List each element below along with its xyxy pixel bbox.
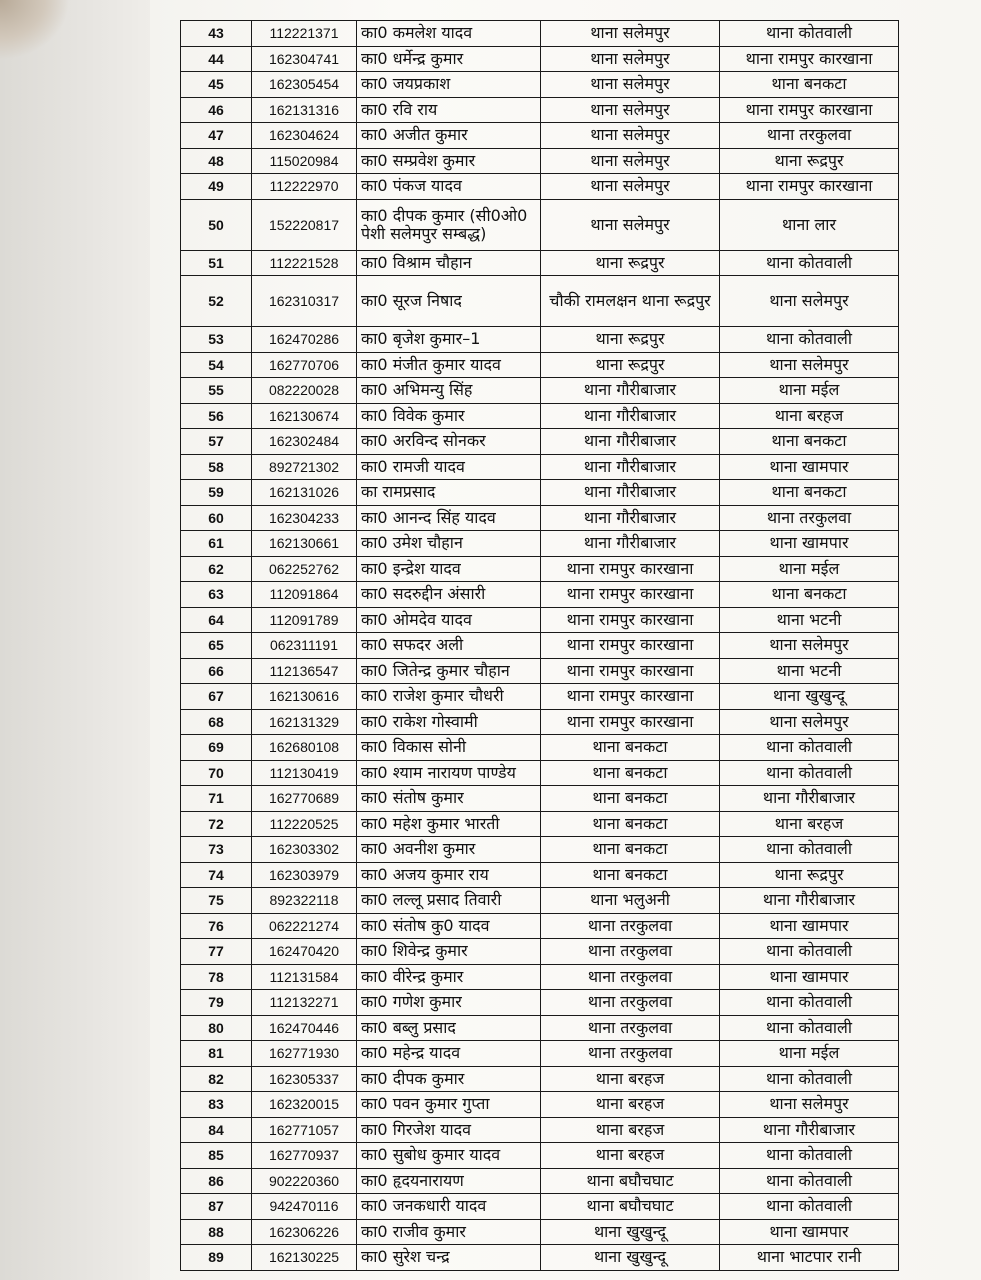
table-row	[181, 46, 899, 72]
employee-number-cell: 902220360	[252, 1168, 357, 1194]
employee-number-cell: 162304624	[252, 123, 357, 149]
new-posting-cell: थाना कोतवाली	[720, 1194, 899, 1220]
new-posting-cell: थाना कोतवाली	[720, 735, 899, 761]
new-posting-cell: थाना भाटपार रानी	[720, 1245, 899, 1271]
employee-number-cell: 062221274	[252, 913, 357, 939]
table-row	[181, 429, 899, 455]
serial-number-cell: 89	[181, 1245, 252, 1271]
constable-name-cell: का रामप्रसाद	[357, 480, 541, 506]
employee-number-cell: 162680108	[252, 735, 357, 761]
table-row	[181, 1168, 899, 1194]
table-row	[181, 862, 899, 888]
current-posting-cell: थाना बरहज	[541, 1066, 720, 1092]
serial-number-cell: 61	[181, 531, 252, 557]
current-posting-cell: थाना रामपुर कारखाना	[541, 709, 720, 735]
table-row	[181, 913, 899, 939]
new-posting-cell: थाना रूद्रपुर	[720, 862, 899, 888]
current-posting-cell: थाना तरकुलवा	[541, 990, 720, 1016]
employee-number-cell: 112221528	[252, 250, 357, 276]
serial-number-cell: 72	[181, 811, 252, 837]
new-posting-cell: थाना सलेमपुर	[720, 1092, 899, 1118]
table-row	[181, 21, 899, 47]
employee-number-cell: 162305337	[252, 1066, 357, 1092]
employee-number-cell: 115020984	[252, 148, 357, 174]
constable-name-cell: का0 अभिमन्यु सिंह	[357, 378, 541, 404]
table-row	[181, 1066, 899, 1092]
current-posting-cell: थाना गौरीबाजार	[541, 429, 720, 455]
current-posting-cell: थाना रूद्रपुर	[541, 250, 720, 276]
serial-number-cell: 62	[181, 556, 252, 582]
table-row	[181, 378, 899, 404]
constable-name-cell: का0 हृदयनारायण	[357, 1168, 541, 1194]
new-posting-cell: थाना खामपार	[720, 454, 899, 480]
table-row	[181, 658, 899, 684]
new-posting-cell: थाना सलेमपुर	[720, 633, 899, 659]
table-row	[181, 1143, 899, 1169]
serial-number-cell: 52	[181, 276, 252, 327]
new-posting-cell: थाना गौरीबाजार	[720, 888, 899, 914]
constable-name-cell: का0 इन्द्रेश यादव	[357, 556, 541, 582]
new-posting-cell: थाना खामपार	[720, 913, 899, 939]
new-posting-cell: थाना सलेमपुर	[720, 352, 899, 378]
serial-number-cell: 45	[181, 72, 252, 98]
constable-name-cell: का0 अजीत कुमार	[357, 123, 541, 149]
constable-name-cell: का0 श्याम नारायण पाण्डेय	[357, 760, 541, 786]
table-row	[181, 633, 899, 659]
serial-number-cell: 54	[181, 352, 252, 378]
table-row	[181, 454, 899, 480]
serial-number-cell: 63	[181, 582, 252, 608]
serial-number-cell: 87	[181, 1194, 252, 1220]
new-posting-cell: थाना सलेमपुर	[720, 276, 899, 327]
current-posting-cell: थाना बनकटा	[541, 862, 720, 888]
new-posting-cell: थाना मईल	[720, 1041, 899, 1067]
table-row	[181, 837, 899, 863]
new-posting-cell: थाना खामपार	[720, 1219, 899, 1245]
table-row	[181, 760, 899, 786]
new-posting-cell: थाना कोतवाली	[720, 21, 899, 47]
constable-name-cell: का0 संतोष कुमार	[357, 786, 541, 812]
new-posting-cell: थाना कोतवाली	[720, 1015, 899, 1041]
table-row	[181, 1245, 899, 1271]
new-posting-cell: थाना बनकटा	[720, 480, 899, 506]
employee-number-cell: 152220817	[252, 199, 357, 250]
new-posting-cell: थाना बनकटा	[720, 429, 899, 455]
table-row	[181, 811, 899, 837]
serial-number-cell: 77	[181, 939, 252, 965]
constable-name-cell: का0 महेश कुमार भारती	[357, 811, 541, 837]
current-posting-cell: थाना बरहज	[541, 1092, 720, 1118]
constable-name-cell: का0 बृजेश कुमार–1	[357, 327, 541, 353]
employee-number-cell: 112221371	[252, 21, 357, 47]
table-row	[181, 72, 899, 98]
serial-number-cell: 53	[181, 327, 252, 353]
employee-number-cell: 112220525	[252, 811, 357, 837]
current-posting-cell: थाना तरकुलवा	[541, 964, 720, 990]
new-posting-cell: थाना कोतवाली	[720, 327, 899, 353]
employee-number-cell: 112091864	[252, 582, 357, 608]
table-row	[181, 684, 899, 710]
employee-number-cell: 162130674	[252, 403, 357, 429]
current-posting-cell: थाना सलेमपुर	[541, 21, 720, 47]
constable-name-cell: का0 जनकधारी यादव	[357, 1194, 541, 1220]
serial-number-cell: 55	[181, 378, 252, 404]
constable-name-cell: का0 कमलेश यादव	[357, 21, 541, 47]
current-posting-cell: थाना बघौचघाट	[541, 1194, 720, 1220]
table-row	[181, 1194, 899, 1220]
current-posting-cell: थाना तरकुलवा	[541, 913, 720, 939]
current-posting-cell: थाना बनकटा	[541, 837, 720, 863]
table-row	[181, 505, 899, 531]
current-posting-cell: थाना तरकुलवा	[541, 1015, 720, 1041]
serial-number-cell: 80	[181, 1015, 252, 1041]
new-posting-cell: थाना खुखुन्दू	[720, 684, 899, 710]
employee-number-cell: 162304233	[252, 505, 357, 531]
serial-number-cell: 68	[181, 709, 252, 735]
current-posting-cell: थाना रामपुर कारखाना	[541, 658, 720, 684]
current-posting-cell: थाना खुखुन्दू	[541, 1245, 720, 1271]
employee-number-cell: 112130419	[252, 760, 357, 786]
employee-number-cell: 162303302	[252, 837, 357, 863]
employee-number-cell: 162130616	[252, 684, 357, 710]
serial-number-cell: 73	[181, 837, 252, 863]
current-posting-cell: थाना गौरीबाजार	[541, 454, 720, 480]
table-row	[181, 403, 899, 429]
employee-number-cell: 112222970	[252, 174, 357, 200]
serial-number-cell: 50	[181, 199, 252, 250]
current-posting-cell: चौकी रामलक्षन थाना रूद्रपुर	[541, 276, 720, 327]
serial-number-cell: 81	[181, 1041, 252, 1067]
serial-number-cell: 82	[181, 1066, 252, 1092]
current-posting-cell: थाना रामपुर कारखाना	[541, 633, 720, 659]
new-posting-cell: थाना रूद्रपुर	[720, 148, 899, 174]
constable-name-cell: का0 लल्लू प्रसाद तिवारी	[357, 888, 541, 914]
employee-number-cell: 162770706	[252, 352, 357, 378]
employee-number-cell: 062311191	[252, 633, 357, 659]
table-row	[181, 1219, 899, 1245]
current-posting-cell: थाना गौरीबाजार	[541, 403, 720, 429]
table-row	[181, 888, 899, 914]
employee-number-cell: 892322118	[252, 888, 357, 914]
employee-number-cell: 162310317	[252, 276, 357, 327]
new-posting-cell: थाना तरकुलवा	[720, 505, 899, 531]
current-posting-cell: थाना बनकटा	[541, 760, 720, 786]
table-row	[181, 250, 899, 276]
current-posting-cell: थाना बनकटा	[541, 786, 720, 812]
new-posting-cell: थाना मईल	[720, 556, 899, 582]
constable-name-cell: का0 ओमदेव यादव	[357, 607, 541, 633]
new-posting-cell: थाना बरहज	[720, 403, 899, 429]
employee-number-cell: 162303979	[252, 862, 357, 888]
serial-number-cell: 76	[181, 913, 252, 939]
new-posting-cell: थाना तरकुलवा	[720, 123, 899, 149]
constable-name-cell: का0 पवन कुमार गुप्ता	[357, 1092, 541, 1118]
employee-number-cell: 162470446	[252, 1015, 357, 1041]
employee-number-cell: 162304741	[252, 46, 357, 72]
constable-name-cell: का0 विश्राम चौहान	[357, 250, 541, 276]
new-posting-cell: थाना गौरीबाजार	[720, 1117, 899, 1143]
table-row	[181, 1015, 899, 1041]
constable-name-cell: का0 महेन्द्र यादव	[357, 1041, 541, 1067]
employee-number-cell: 162131026	[252, 480, 357, 506]
new-posting-cell: थाना कोतवाली	[720, 250, 899, 276]
new-posting-cell: थाना रामपुर कारखाना	[720, 97, 899, 123]
table-row	[181, 97, 899, 123]
current-posting-cell: थाना रूद्रपुर	[541, 352, 720, 378]
serial-number-cell: 43	[181, 21, 252, 47]
employee-number-cell: 112131584	[252, 964, 357, 990]
new-posting-cell: थाना रामपुर कारखाना	[720, 174, 899, 200]
table-row	[181, 582, 899, 608]
serial-number-cell: 74	[181, 862, 252, 888]
current-posting-cell: थाना सलेमपुर	[541, 174, 720, 200]
constable-name-cell: का0 अरविन्द सोनकर	[357, 429, 541, 455]
table-row	[181, 148, 899, 174]
constable-name-cell: का0 दीपक कुमार (सी0ओ0 पेशी सलेमपुर सम्बद्ध)	[357, 199, 541, 250]
new-posting-cell: थाना कोतवाली	[720, 990, 899, 1016]
employee-number-cell: 162306226	[252, 1219, 357, 1245]
employee-number-cell: 162130661	[252, 531, 357, 557]
current-posting-cell: थाना सलेमपुर	[541, 148, 720, 174]
current-posting-cell: थाना बघौचघाट	[541, 1168, 720, 1194]
new-posting-cell: थाना खामपार	[720, 964, 899, 990]
current-posting-cell: थाना सलेमपुर	[541, 46, 720, 72]
constable-name-cell: का0 सुरेश चन्द्र	[357, 1245, 541, 1271]
constable-name-cell: का0 वीरेन्द्र कुमार	[357, 964, 541, 990]
employee-number-cell: 162470286	[252, 327, 357, 353]
serial-number-cell: 51	[181, 250, 252, 276]
serial-number-cell: 48	[181, 148, 252, 174]
employee-number-cell: 062252762	[252, 556, 357, 582]
constable-name-cell: का0 दीपक कुमार	[357, 1066, 541, 1092]
table-row	[181, 327, 899, 353]
new-posting-cell: थाना बरहज	[720, 811, 899, 837]
employee-number-cell: 162302484	[252, 429, 357, 455]
current-posting-cell: थाना रामपुर कारखाना	[541, 684, 720, 710]
new-posting-cell: थाना भटनी	[720, 658, 899, 684]
constable-name-cell: का0 जयप्रकाश	[357, 72, 541, 98]
constable-name-cell: का0 जितेन्द्र कुमार चौहान	[357, 658, 541, 684]
new-posting-cell: थाना मईल	[720, 378, 899, 404]
table-row	[181, 607, 899, 633]
new-posting-cell: थाना खामपार	[720, 531, 899, 557]
current-posting-cell: थाना गौरीबाजार	[541, 505, 720, 531]
new-posting-cell: थाना लार	[720, 199, 899, 250]
current-posting-cell: थाना तरकुलवा	[541, 1041, 720, 1067]
employee-number-cell: 112136547	[252, 658, 357, 684]
current-posting-cell: थाना सलेमपुर	[541, 72, 720, 98]
constable-name-cell: का0 राजेश कुमार चौधरी	[357, 684, 541, 710]
table-row	[181, 352, 899, 378]
current-posting-cell: थाना रामपुर कारखाना	[541, 607, 720, 633]
table-row	[181, 709, 899, 735]
transfer-table-body	[181, 21, 899, 1271]
serial-number-cell: 70	[181, 760, 252, 786]
serial-number-cell: 84	[181, 1117, 252, 1143]
constable-name-cell: का0 राजीव कुमार	[357, 1219, 541, 1245]
new-posting-cell: थाना भटनी	[720, 607, 899, 633]
constable-name-cell: का0 मंजीत कुमार यादव	[357, 352, 541, 378]
table-row	[181, 939, 899, 965]
new-posting-cell: थाना कोतवाली	[720, 939, 899, 965]
serial-number-cell: 65	[181, 633, 252, 659]
current-posting-cell: थाना सलेमपुर	[541, 199, 720, 250]
table-row	[181, 123, 899, 149]
table-row	[181, 276, 899, 327]
employee-number-cell: 162770937	[252, 1143, 357, 1169]
new-posting-cell: थाना कोतवाली	[720, 1143, 899, 1169]
new-posting-cell: थाना बनकटा	[720, 72, 899, 98]
current-posting-cell: थाना बनकटा	[541, 811, 720, 837]
employee-number-cell: 162131329	[252, 709, 357, 735]
table-row	[181, 199, 899, 250]
serial-number-cell: 44	[181, 46, 252, 72]
constable-name-cell: का0 गणेश कुमार	[357, 990, 541, 1016]
new-posting-cell: थाना गौरीबाजार	[720, 786, 899, 812]
table-row	[181, 480, 899, 506]
table-row	[181, 1117, 899, 1143]
new-posting-cell: थाना सलेमपुर	[720, 709, 899, 735]
constable-name-cell: का0 रामजी यादव	[357, 454, 541, 480]
new-posting-cell: थाना कोतवाली	[720, 837, 899, 863]
background-surface	[0, 0, 150, 1280]
constable-name-cell: का0 उमेश चौहान	[357, 531, 541, 557]
current-posting-cell: थाना खुखुन्दू	[541, 1219, 720, 1245]
constable-name-cell: का0 गिरजेश यादव	[357, 1117, 541, 1143]
employee-number-cell: 942470116	[252, 1194, 357, 1220]
employee-number-cell: 162470420	[252, 939, 357, 965]
serial-number-cell: 69	[181, 735, 252, 761]
constable-name-cell: का0 पंकज यादव	[357, 174, 541, 200]
constable-name-cell: का0 शिवेन्द्र कुमार	[357, 939, 541, 965]
table-row	[181, 990, 899, 1016]
serial-number-cell: 67	[181, 684, 252, 710]
serial-number-cell: 58	[181, 454, 252, 480]
constable-name-cell: का0 आनन्द सिंह यादव	[357, 505, 541, 531]
serial-number-cell: 49	[181, 174, 252, 200]
table-row	[181, 964, 899, 990]
employee-number-cell: 162131316	[252, 97, 357, 123]
employee-number-cell: 112132271	[252, 990, 357, 1016]
serial-number-cell: 86	[181, 1168, 252, 1194]
current-posting-cell: थाना बनकटा	[541, 735, 720, 761]
table-row	[181, 531, 899, 557]
employee-number-cell: 162771057	[252, 1117, 357, 1143]
constable-name-cell: का0 सफदर अली	[357, 633, 541, 659]
table-row	[181, 174, 899, 200]
serial-number-cell: 83	[181, 1092, 252, 1118]
table-row	[181, 786, 899, 812]
serial-number-cell: 78	[181, 964, 252, 990]
constable-name-cell: का0 विवेक कुमार	[357, 403, 541, 429]
constable-name-cell: का0 अजय कुमार राय	[357, 862, 541, 888]
current-posting-cell: थाना सलेमपुर	[541, 97, 720, 123]
employee-number-cell: 892721302	[252, 454, 357, 480]
constable-name-cell: का0 धर्मेन्द्र कुमार	[357, 46, 541, 72]
employee-number-cell: 112091789	[252, 607, 357, 633]
current-posting-cell: थाना गौरीबाजार	[541, 378, 720, 404]
constable-name-cell: का0 विकास सोनी	[357, 735, 541, 761]
constable-name-cell: का0 रवि राय	[357, 97, 541, 123]
current-posting-cell: थाना रामपुर कारखाना	[541, 582, 720, 608]
new-posting-cell: थाना कोतवाली	[720, 1066, 899, 1092]
serial-number-cell: 64	[181, 607, 252, 633]
employee-number-cell: 162305454	[252, 72, 357, 98]
table-row	[181, 1041, 899, 1067]
transfer-table	[180, 20, 899, 1271]
current-posting-cell: थाना गौरीबाजार	[541, 480, 720, 506]
current-posting-cell: थाना बरहज	[541, 1117, 720, 1143]
employee-number-cell: 162320015	[252, 1092, 357, 1118]
table-row	[181, 735, 899, 761]
serial-number-cell: 59	[181, 480, 252, 506]
employee-number-cell: 082220028	[252, 378, 357, 404]
serial-number-cell: 56	[181, 403, 252, 429]
serial-number-cell: 88	[181, 1219, 252, 1245]
constable-name-cell: का0 सुबोध कुमार यादव	[357, 1143, 541, 1169]
current-posting-cell: थाना भलुअनी	[541, 888, 720, 914]
current-posting-cell: थाना तरकुलवा	[541, 939, 720, 965]
constable-name-cell: का0 अवनीश कुमार	[357, 837, 541, 863]
current-posting-cell: थाना रूद्रपुर	[541, 327, 720, 353]
serial-number-cell: 57	[181, 429, 252, 455]
serial-number-cell: 66	[181, 658, 252, 684]
employee-number-cell: 162770689	[252, 786, 357, 812]
employee-number-cell: 162130225	[252, 1245, 357, 1271]
new-posting-cell: थाना कोतवाली	[720, 760, 899, 786]
serial-number-cell: 46	[181, 97, 252, 123]
serial-number-cell: 47	[181, 123, 252, 149]
constable-name-cell: का0 सदरुद्दीन अंसारी	[357, 582, 541, 608]
current-posting-cell: थाना बरहज	[541, 1143, 720, 1169]
serial-number-cell: 60	[181, 505, 252, 531]
page-corner	[0, 0, 70, 60]
serial-number-cell: 75	[181, 888, 252, 914]
current-posting-cell: थाना सलेमपुर	[541, 123, 720, 149]
constable-name-cell: का0 बब्लु प्रसाद	[357, 1015, 541, 1041]
serial-number-cell: 71	[181, 786, 252, 812]
table-row	[181, 1092, 899, 1118]
new-posting-cell: थाना कोतवाली	[720, 1168, 899, 1194]
new-posting-cell: थाना रामपुर कारखाना	[720, 46, 899, 72]
constable-name-cell: का0 संतोष कु0 यादव	[357, 913, 541, 939]
new-posting-cell: थाना बनकटा	[720, 582, 899, 608]
current-posting-cell: थाना गौरीबाजार	[541, 531, 720, 557]
constable-name-cell: का0 राकेश गोस्वामी	[357, 709, 541, 735]
constable-name-cell: का0 सूरज निषाद	[357, 276, 541, 327]
current-posting-cell: थाना रामपुर कारखाना	[541, 556, 720, 582]
serial-number-cell: 85	[181, 1143, 252, 1169]
serial-number-cell: 79	[181, 990, 252, 1016]
constable-name-cell: का0 सम्प्रवेश कुमार	[357, 148, 541, 174]
employee-number-cell: 162771930	[252, 1041, 357, 1067]
table-row	[181, 556, 899, 582]
